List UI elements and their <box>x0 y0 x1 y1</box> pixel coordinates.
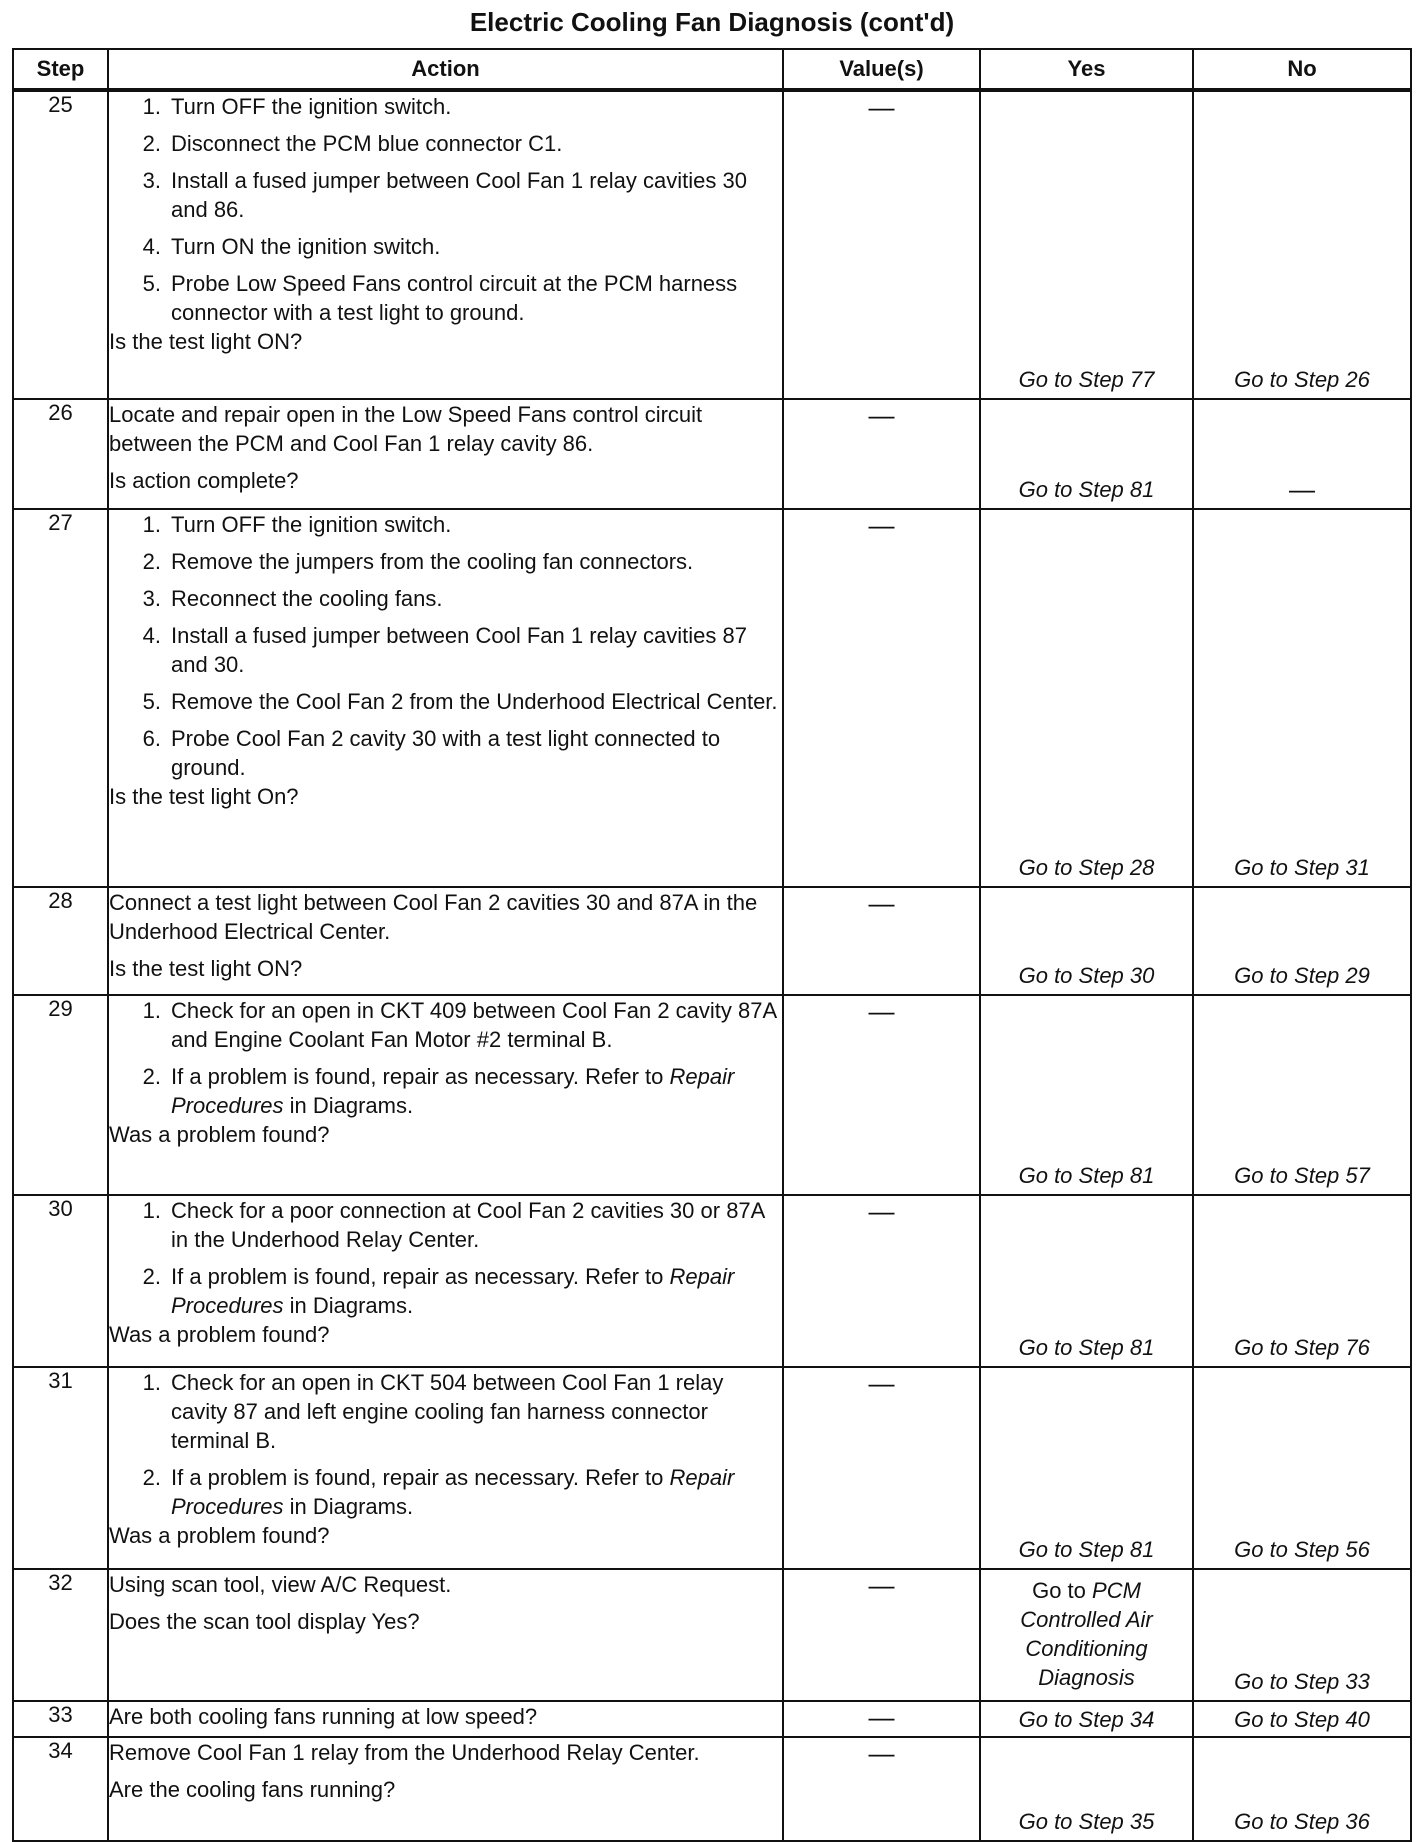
step-number: 26 <box>13 399 108 509</box>
repair-procedures-ref: Repair Procedures <box>171 1064 735 1118</box>
table-row <box>13 399 1411 509</box>
yes-cell <box>980 1195 1193 1367</box>
list-item: 2. If a problem is found, repair as necessary. Refer to Repair Procedures in Diagrams. <box>142 1264 735 1318</box>
no-result: Go to Step 76 <box>1234 1335 1370 1360</box>
action-cell <box>108 1195 783 1367</box>
action-cell <box>108 509 783 887</box>
list-item: 1. Check for an open in CKT 409 between Cool Fan 2 cavity 87A and Engine Coolant Fan Motor #2 terminal B. <box>142 998 776 1052</box>
action-cell <box>108 887 783 995</box>
no-cell <box>1193 1737 1411 1841</box>
step-number: 27 <box>13 509 108 887</box>
header-values: Value(s) <box>783 49 980 90</box>
yes-result: Go to Step 81 <box>1018 1163 1155 1188</box>
no-cell <box>1193 1367 1411 1569</box>
list-item: 5. Remove the Cool Fan 2 from the Underhood Electrical Center. <box>142 689 778 714</box>
yes-result: Go to Step 77 <box>1018 367 1155 392</box>
action-cell <box>108 90 783 399</box>
action-text: Using scan tool, view A/C Request. <box>109 1572 452 1597</box>
step-number: 34 <box>13 1737 108 1841</box>
table-row <box>13 887 1411 995</box>
table-header-row <box>13 49 1411 90</box>
value-cell: — <box>783 1737 980 1841</box>
yes-cell <box>980 1701 1193 1737</box>
no-cell <box>1193 887 1411 995</box>
list-item: 1. Turn OFF the ignition switch. <box>142 512 452 537</box>
action-question: Are the cooling fans running? <box>109 1777 396 1802</box>
yes-result: Go to Step 81 <box>1018 1335 1155 1360</box>
step-number: 25 <box>13 90 108 399</box>
pcm-ac-diagnosis-link[interactable]: PCM Controlled Air Conditioning Diagnosis <box>1020 1578 1153 1690</box>
action-question: Is the test light ON? <box>109 956 303 981</box>
step-number: 28 <box>13 887 108 995</box>
action-question: Is the test light On? <box>109 784 299 809</box>
list-item: 2. Remove the jumpers from the cooling fan connectors. <box>142 549 694 574</box>
no-cell <box>1193 1701 1411 1737</box>
value-cell: — <box>783 509 980 887</box>
value-cell: — <box>783 1367 980 1569</box>
no-result: Go to Step 40 <box>1234 1707 1370 1732</box>
no-result: Go to Step 26 <box>1234 367 1370 392</box>
no-result: Go to Step 33 <box>1234 1669 1370 1694</box>
header-step: Step <box>13 49 108 90</box>
value-cell: — <box>783 1569 980 1701</box>
no-result: Go to Step 57 <box>1234 1163 1370 1188</box>
action-cell <box>108 1569 783 1701</box>
list-item: 6. Probe Cool Fan 2 cavity 30 with a test light connected to ground. <box>142 726 721 780</box>
action-question: Was a problem found? <box>109 1322 330 1347</box>
list-item: 1. Turn OFF the ignition switch. <box>142 94 452 119</box>
yes-result: Go to Step 30 <box>1018 963 1155 988</box>
action-question: Is the test light ON? <box>109 329 303 354</box>
header-yes: Yes <box>980 49 1193 90</box>
list-item: 4. Turn ON the ignition switch. <box>142 234 441 259</box>
action-cell <box>108 1701 783 1737</box>
yes-cell <box>980 1367 1193 1569</box>
yes-result: Go to Step 28 <box>1018 855 1155 880</box>
list-item: 4. Install a fused jumper between Cool Fan 1 relay cavities 87 and 30. <box>142 623 747 677</box>
value-cell: — <box>783 1195 980 1367</box>
action-cell <box>108 399 783 509</box>
action-cell <box>108 1737 783 1841</box>
no-cell <box>1193 1569 1411 1701</box>
no-result: Go to Step 31 <box>1234 855 1370 880</box>
step-number: 33 <box>13 1701 108 1737</box>
yes-result: Go to Step 35 <box>1018 1809 1155 1834</box>
no-cell <box>1193 995 1411 1195</box>
yes-cell <box>980 1569 1193 1701</box>
value-cell: — <box>783 887 980 995</box>
action-question: Was a problem found? <box>109 1523 330 1548</box>
no-cell <box>1193 90 1411 399</box>
no-result: Go to Step 36 <box>1234 1809 1370 1834</box>
value-cell: — <box>783 399 980 509</box>
action-steps <box>109 996 782 1120</box>
action-steps <box>109 92 782 327</box>
table-row <box>13 1701 1411 1737</box>
action-text: Connect a test light between Cool Fan 2 cavities 30 and 87A in the Underhood Electrical Center. <box>109 890 758 944</box>
list-item: 2. If a problem is found, repair as necessary. Refer to Repair Procedures in Diagrams. <box>142 1465 735 1519</box>
no-cell <box>1193 1195 1411 1367</box>
no-result: — <box>1289 474 1315 504</box>
no-result: Go to Step 56 <box>1234 1537 1370 1562</box>
no-cell <box>1193 509 1411 887</box>
list-item: 5. Probe Low Speed Fans control circuit at the PCM harness connector with a test light to ground. <box>142 271 738 325</box>
action-text: Locate and repair open in the Low Speed Fans control circuit between the PCM and Cool Fan 1 relay cavity 86. <box>109 402 703 456</box>
table-row <box>13 1569 1411 1701</box>
yes-result: Go to Step 81 <box>1018 477 1155 502</box>
table-row <box>13 995 1411 1195</box>
repair-procedures-ref: Repair Procedures <box>171 1264 735 1318</box>
repair-procedures-ref: Repair Procedures <box>171 1465 735 1519</box>
yes-cell <box>980 1737 1193 1841</box>
table-row <box>13 1195 1411 1367</box>
action-text: Remove Cool Fan 1 relay from the Underhood Relay Center. <box>109 1740 700 1765</box>
yes-cell <box>980 887 1193 995</box>
list-item: 3. Reconnect the cooling fans. <box>142 586 443 611</box>
step-number: 32 <box>13 1569 108 1701</box>
table-row <box>13 509 1411 887</box>
yes-cell <box>980 995 1193 1195</box>
value-cell: — <box>783 90 980 399</box>
action-steps <box>109 510 782 782</box>
table-row <box>13 1737 1411 1841</box>
action-cell <box>108 995 783 1195</box>
no-result: Go to Step 29 <box>1234 963 1370 988</box>
list-item: 2. Disconnect the PCM blue connector C1. <box>142 131 563 156</box>
action-steps <box>109 1196 782 1320</box>
table-row <box>13 1367 1411 1569</box>
no-cell <box>1193 399 1411 509</box>
action-question: Does the scan tool display Yes? <box>109 1609 420 1634</box>
action-cell <box>108 1367 783 1569</box>
action-question: Are both cooling fans running at low speed? <box>109 1704 538 1729</box>
header-no: No <box>1193 49 1411 90</box>
step-number: 31 <box>13 1367 108 1569</box>
yes-result: Go to PCM Controlled Air Conditioning Diagnosis <box>1020 1578 1153 1690</box>
list-item: 3. Install a fused jumper between Cool Fan 1 relay cavities 30 and 86. <box>142 168 747 222</box>
yes-result: Go to Step 34 <box>1018 1707 1155 1732</box>
action-question: Was a problem found? <box>109 1122 330 1147</box>
list-item: 1. Check for a poor connection at Cool Fan 2 cavities 30 or 87A in the Underhood Relay Center. <box>142 1198 765 1252</box>
step-number: 29 <box>13 995 108 1195</box>
value-cell: — <box>783 1701 980 1737</box>
yes-cell <box>980 509 1193 887</box>
yes-result: Go to Step 81 <box>1018 1537 1155 1562</box>
page-title: Electric Cooling Fan Diagnosis (cont'd) <box>469 7 955 37</box>
list-item: 1. Check for an open in CKT 504 between Cool Fan 1 relay cavity 87 and left engine cooling fan harness connector terminal B. <box>142 1370 724 1453</box>
value-cell: — <box>783 995 980 1195</box>
diagnosis-table <box>12 48 1412 1842</box>
action-question: Is action complete? <box>109 468 299 493</box>
yes-cell <box>980 90 1193 399</box>
yes-cell <box>980 399 1193 509</box>
table-row <box>13 90 1411 399</box>
list-item: 2. If a problem is found, repair as necessary. Refer to Repair Procedures in Diagrams. <box>142 1064 735 1118</box>
header-action: Action <box>108 49 783 90</box>
step-number: 30 <box>13 1195 108 1367</box>
action-steps <box>109 1368 782 1521</box>
